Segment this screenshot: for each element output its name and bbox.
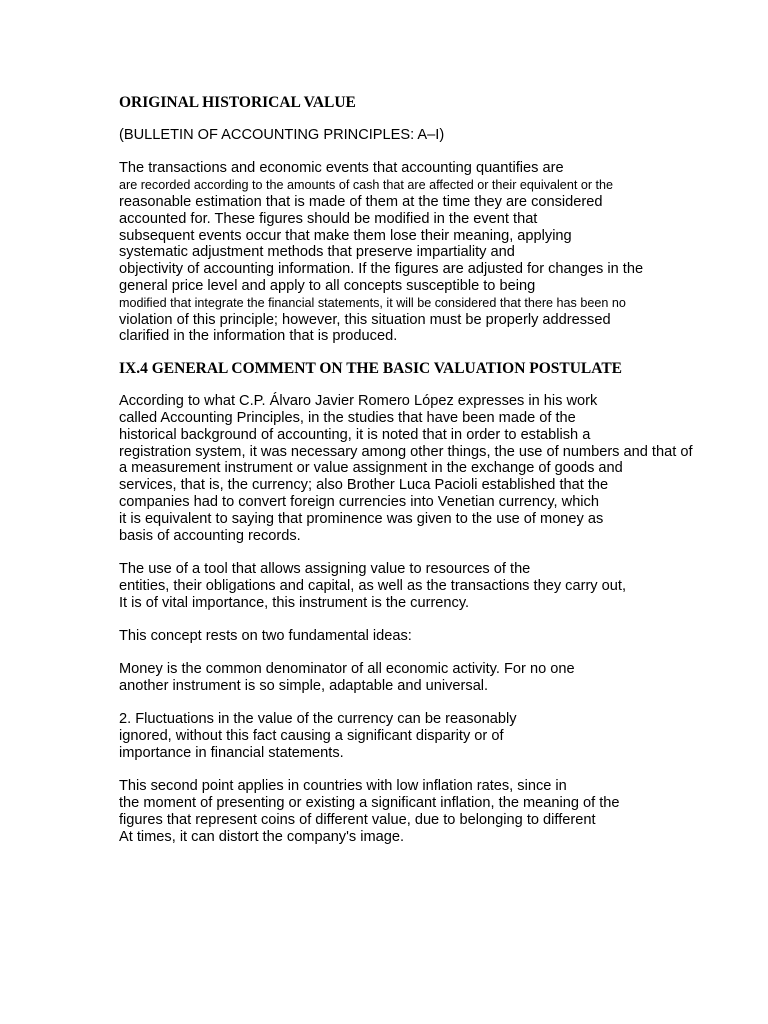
- text-line: The use of a tool that allows assigning value to resources of the: [119, 560, 531, 577]
- text-line: 2. Fluctuations in the value of the currency can be reasonably: [119, 711, 517, 728]
- paragraph-3: [119, 561, 759, 611]
- text-line: clarified in the information that is produced.: [119, 328, 398, 345]
- text-line: are recorded according to the amounts of cash that are affected or their equivalent or the: [119, 178, 614, 193]
- text-line: According to what C.P. Álvaro Javier Romero López expresses in his work: [119, 393, 598, 410]
- text-line: ignored, without this fact causing a significant disparity or of: [119, 728, 504, 745]
- text-line: historical background of accounting, it is noted that in order to establish a: [119, 426, 591, 443]
- spacer: [119, 544, 759, 561]
- spacer: [119, 144, 759, 161]
- text-line: objectivity of accounting information. If the figures are adjusted for changes in the: [119, 261, 644, 278]
- text-line: This second point applies in countries with low inflation rates, since in: [119, 778, 567, 795]
- section-heading: IX.4 GENERAL COMMENT ON THE BASIC VALUATION POSTULATE: [119, 360, 622, 378]
- spacer: [119, 611, 759, 628]
- subtitle: (BULLETIN OF ACCOUNTING PRINCIPLES: A–I): [119, 127, 445, 143]
- text-line: importance in financial statements.: [119, 745, 344, 762]
- text-line: accounted for. These figures should be modified in the event that: [119, 210, 538, 227]
- paragraph-2: [119, 393, 759, 544]
- text-line: a measurement instrument or value assignment in the exchange of goods and: [119, 460, 623, 477]
- text-line: Money is the common denominator of all economic activity. For no one: [119, 661, 575, 678]
- text-line: general price level and apply to all concepts susceptible to being: [119, 277, 536, 294]
- text-line: At times, it can distort the company's image.: [119, 828, 405, 845]
- paragraph-1: [119, 160, 759, 345]
- text-line: The transactions and economic events that accounting quantifies are: [119, 160, 564, 177]
- text-line: figures that represent coins of different value, due to belonging to different: [119, 812, 596, 829]
- spacer: [119, 695, 759, 712]
- document-title: ORIGINAL HISTORICAL VALUE: [119, 94, 356, 111]
- text-line: systematic adjustment methods that preserve impartiality and: [119, 244, 515, 261]
- subtitle-paragraph: [119, 127, 759, 144]
- text-line: another instrument is so simple, adaptable and universal.: [119, 678, 489, 695]
- text-line: subsequent events occur that make them lose their meaning, applying: [119, 227, 572, 244]
- text-line: entities, their obligations and capital, as well as the transactions they carry out,: [119, 577, 626, 594]
- spacer: [119, 345, 759, 359]
- spacer: [119, 113, 759, 127]
- spacer: [119, 762, 759, 779]
- text-line: it is equivalent to saying that prominence was given to the use of money as: [119, 510, 604, 527]
- spacer: [119, 379, 759, 393]
- text-line: violation of this principle; however, this situation must be properly addressed: [119, 311, 611, 328]
- text-line: services, that is, the currency; also Brother Luca Pacioli established that the: [119, 477, 609, 494]
- text-line: companies had to convert foreign currencies into Venetian currency, which: [119, 493, 599, 510]
- text-line: reasonable estimation that is made of them at the time they are considered: [119, 193, 603, 210]
- text-line: the moment of presenting or existing a significant inflation, the meaning of the: [119, 795, 620, 812]
- paragraph-6: [119, 711, 759, 761]
- paragraph-5: [119, 661, 759, 695]
- text-line: It is of vital importance, this instrument is the currency.: [119, 594, 470, 611]
- text-line: modified that integrate the financial statements, it will be considered that there has been no: [119, 295, 626, 310]
- text-line: This concept rests on two fundamental ideas:: [119, 627, 412, 644]
- text-line: called Accounting Principles, in the studies that have been made of the: [119, 409, 576, 426]
- paragraph-4: [119, 628, 759, 645]
- document-page: [119, 93, 759, 846]
- text-line: registration system, it was necessary among other things, the use of numbers and that of: [119, 443, 693, 460]
- paragraph-7: [119, 778, 759, 845]
- spacer: [119, 645, 759, 662]
- text-line: basis of accounting records.: [119, 527, 301, 544]
